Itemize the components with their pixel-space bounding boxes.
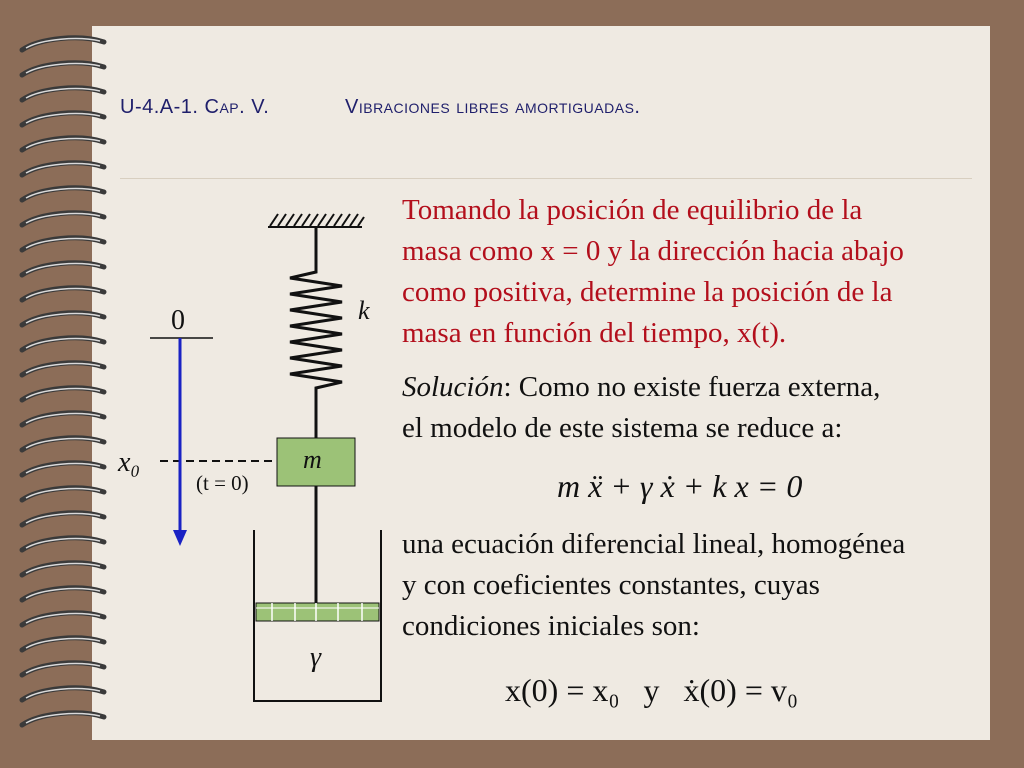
explanation-line-1: una ecuación diferencial lineal, homogénea <box>402 528 906 560</box>
problem-line-4: masa en función del tiempo, x(t). <box>402 317 787 349</box>
explanation-line-3: condiciones iniciales son: <box>402 610 700 642</box>
positive-direction-arrow <box>173 338 187 546</box>
damper-piston <box>256 603 379 621</box>
zero-position-label: 0 <box>171 305 185 336</box>
problem-line-2: masa como x = 0 y la dirección hacia abajo <box>402 235 904 267</box>
problem-line-3: como positiva, determine la posición de la <box>402 276 893 308</box>
time-zero-label: (t = 0) <box>196 471 249 495</box>
damping-coefficient-label: γ <box>310 642 322 673</box>
mass-label: m <box>303 445 322 474</box>
initial-position-label: x₀ <box>118 447 141 478</box>
initial-conditions: x(0) = x₀ y ẋ(0) = v₀ <box>505 672 799 708</box>
ceiling-support <box>268 214 364 227</box>
spring-mass-damper-diagram <box>0 0 400 768</box>
spring-constant-label: k <box>358 296 370 325</box>
header-title: Vibraciones libres amortiguadas. <box>345 96 641 118</box>
explanation-line-2: y con coeficientes constantes, cuyas <box>402 569 820 601</box>
differential-equation: m ẍ + γ ẋ + k x = 0 <box>557 468 803 504</box>
solution-label: Solución <box>402 371 504 403</box>
solution-line-1-rest: : Como no existe fuerza externa, <box>503 371 881 403</box>
problem-line-1: Tomando la posición de equilibrio de la <box>402 194 863 226</box>
spring <box>290 228 342 438</box>
solution-line-2: el modelo de este sistema se reduce a: <box>402 412 843 444</box>
solution-line-1 <box>402 367 880 408</box>
header-code: U-4.A-1. Cap. V. <box>120 96 270 118</box>
